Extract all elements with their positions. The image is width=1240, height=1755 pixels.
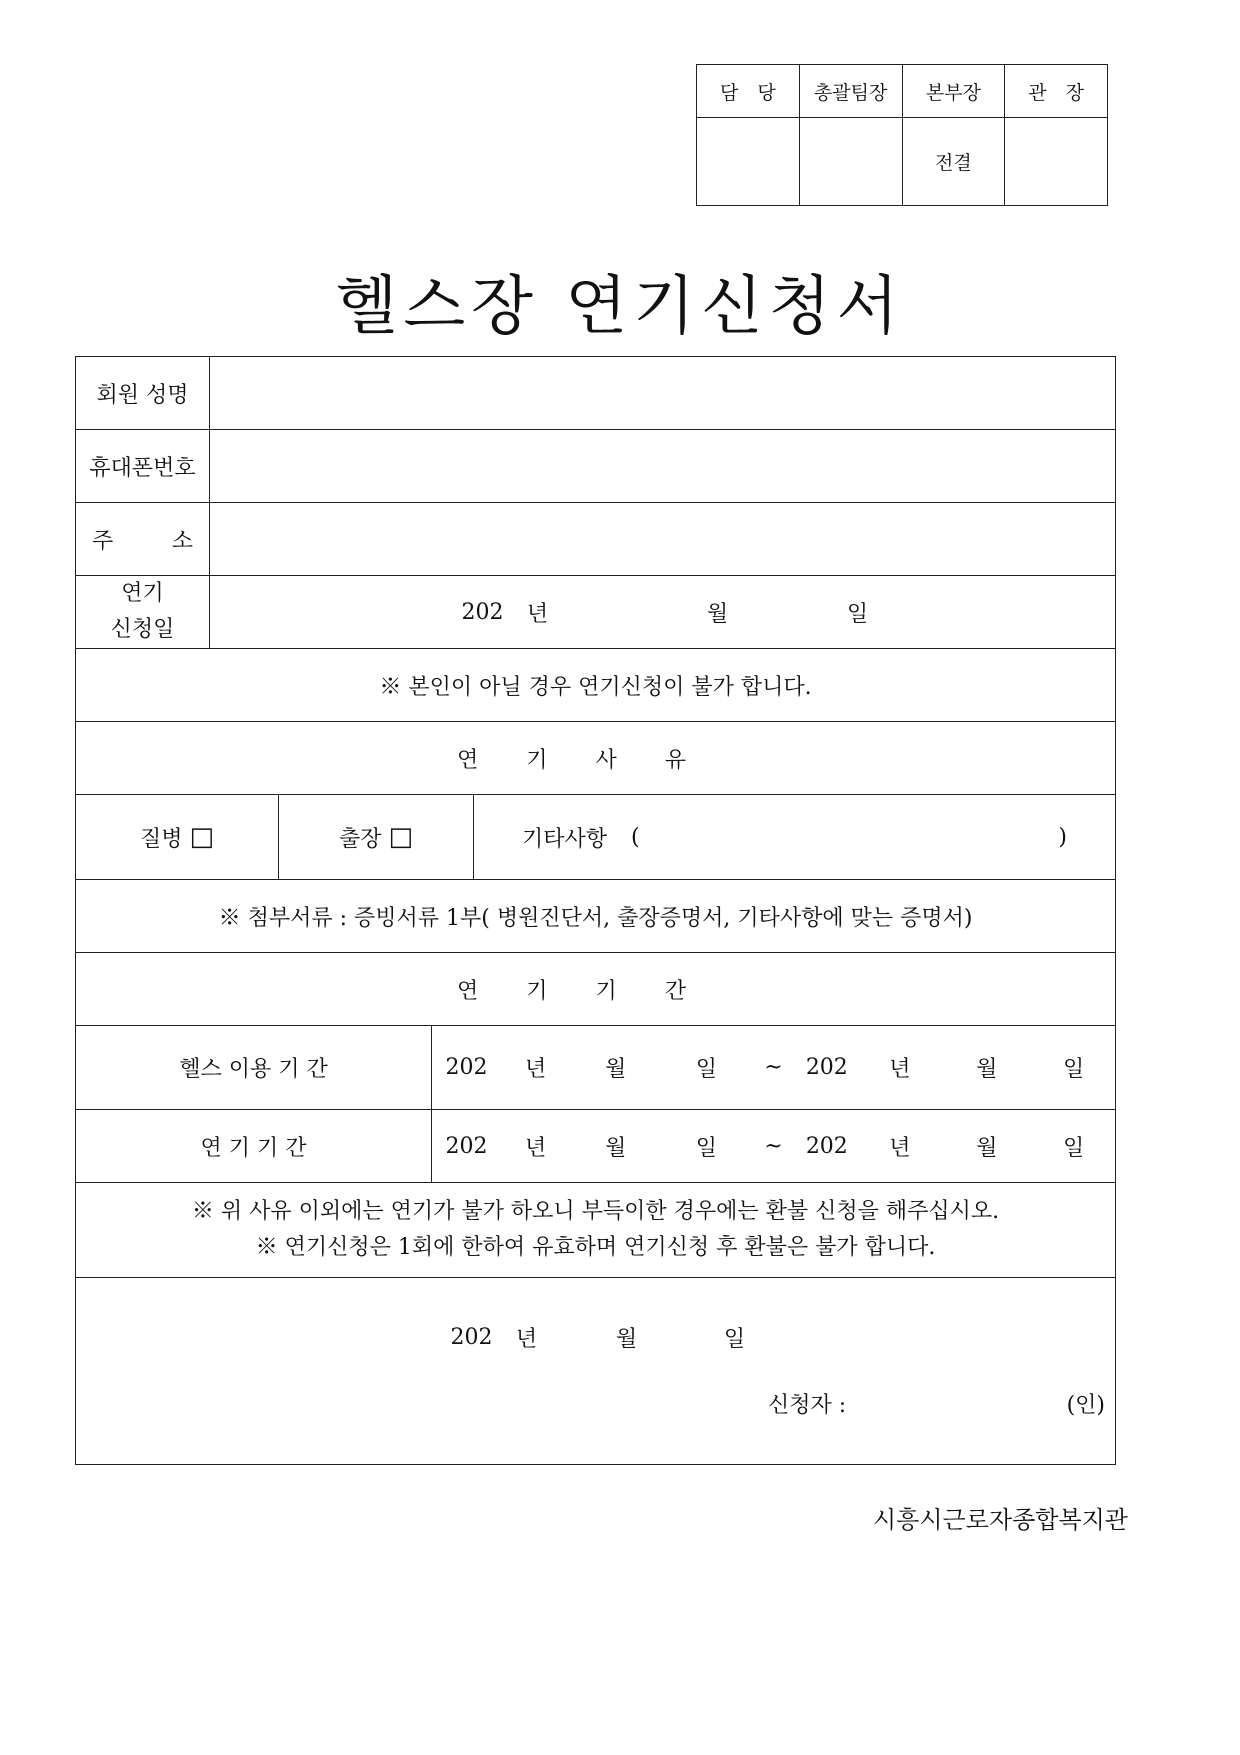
postpone-end-year-unit: 년 bbox=[889, 1135, 911, 1161]
approval-header-chief: 관 장 bbox=[1005, 65, 1108, 118]
notices bbox=[76, 1183, 1116, 1278]
reason-trip-checkbox[interactable]: □ bbox=[388, 822, 414, 852]
usage-end-month-unit: 월 bbox=[976, 1057, 998, 1082]
address-label-part2: 소 bbox=[171, 528, 193, 554]
page-title: 헬스장 연기신청서 bbox=[335, 270, 905, 344]
apply-date-field[interactable] bbox=[210, 576, 1116, 649]
seal-label: (인) bbox=[1066, 1393, 1106, 1418]
usage-end-year-unit: 년 bbox=[889, 1057, 911, 1082]
reason-other[interactable] bbox=[474, 795, 1115, 879]
reason-trip-text: 출장 bbox=[338, 826, 382, 852]
approval-header-director: 본부장 bbox=[902, 65, 1005, 118]
section-period-heading: 연기기간 bbox=[76, 953, 1116, 1026]
address-label-part1: 주 bbox=[92, 528, 114, 554]
address-field[interactable] bbox=[210, 503, 1116, 576]
member-name-label: 회원 성명 bbox=[76, 357, 210, 430]
sign-date-year: 202 bbox=[450, 1325, 493, 1350]
approval-sign-team-lead[interactable] bbox=[799, 118, 902, 206]
usage-end-day-unit: 일 bbox=[1062, 1057, 1085, 1082]
usage-end-year: 202 bbox=[805, 1055, 848, 1080]
application-form bbox=[75, 356, 1116, 1465]
usage-start-year: 202 bbox=[445, 1055, 488, 1080]
usage-start-day-unit: 일 bbox=[695, 1057, 718, 1082]
notice-once: ※ 연기신청은 1회에 한하여 유효하며 연기신청 후 환불은 불가 합니다. bbox=[255, 1235, 936, 1260]
reason-illness-checkbox[interactable]: □ bbox=[189, 822, 215, 852]
approval-header-team-lead: 총괄팀장 bbox=[799, 65, 902, 118]
postpone-end-day-unit: 일 bbox=[1062, 1135, 1085, 1161]
applicant-label: 신청자 : bbox=[768, 1393, 847, 1418]
postpone-start-year: 202 bbox=[445, 1133, 488, 1159]
reason-other-paren-close: ) bbox=[1058, 824, 1068, 850]
apply-date-year-unit: 년 bbox=[526, 601, 549, 627]
reason-other-label: 기타사항 bbox=[522, 826, 608, 852]
postpone-start-year-unit: 년 bbox=[525, 1135, 547, 1161]
usage-period-field[interactable] bbox=[432, 1026, 1116, 1110]
member-name-field[interactable] bbox=[210, 357, 1116, 430]
sign-date-year-unit: 년 bbox=[515, 1327, 538, 1352]
phone-field[interactable] bbox=[210, 430, 1116, 503]
approval-box bbox=[696, 64, 1108, 206]
section-reason-heading: 연기사유 bbox=[76, 722, 1116, 795]
approval-sign-staff[interactable] bbox=[697, 118, 800, 206]
reason-trip[interactable] bbox=[279, 795, 474, 879]
usage-start-month-unit: 월 bbox=[604, 1057, 627, 1082]
apply-date-day-unit: 일 bbox=[846, 601, 869, 627]
reason-illness-label: 질병 bbox=[139, 826, 183, 852]
reason-illness[interactable] bbox=[76, 795, 279, 879]
signature-section bbox=[76, 1278, 1116, 1465]
apply-date-month-unit: 월 bbox=[706, 601, 729, 627]
usage-period-label: 헬스 이용 기 간 bbox=[76, 1026, 432, 1110]
postpone-period-label: 연 기 기 간 bbox=[76, 1110, 432, 1183]
postpone-end-month-unit: 월 bbox=[976, 1135, 998, 1161]
approval-header-staff: 담 당 bbox=[697, 65, 800, 118]
approval-sign-chief[interactable] bbox=[1005, 118, 1108, 206]
approval-sign-director: 전결 bbox=[902, 118, 1005, 206]
notice-self-only: ※ 본인이 아닐 경우 연기신청이 불가 합니다. bbox=[76, 649, 1116, 722]
organization-name: 시흥시근로자종합복지관 bbox=[872, 1506, 1128, 1534]
usage-start-year-unit: 년 bbox=[525, 1057, 547, 1082]
reason-row bbox=[76, 795, 1116, 880]
apply-date-year: 202 bbox=[461, 599, 504, 625]
sign-date-month-unit: 월 bbox=[615, 1327, 638, 1352]
sign-date-day-unit: 일 bbox=[723, 1327, 746, 1352]
postpone-period-field[interactable] bbox=[432, 1110, 1116, 1183]
address-label bbox=[76, 503, 210, 576]
phone-label: 휴대폰번호 bbox=[76, 430, 210, 503]
apply-date-label-line2: 신청일 bbox=[110, 617, 175, 642]
reason-other-paren-open: ( bbox=[631, 824, 640, 850]
attachment-note: ※ 첨부서류 : 증빙서류 1부( 병원진단서, 출장증명서, 기타사항에 맞는 증명서) bbox=[76, 880, 1116, 953]
usage-period-tilde: ~ bbox=[764, 1055, 783, 1080]
apply-date-label-line1: 연기 bbox=[121, 581, 164, 606]
postpone-start-day-unit: 일 bbox=[695, 1135, 718, 1161]
notice-refund: ※ 위 사유 이외에는 연기가 불가 하오니 부득이한 경우에는 환불 신청을 해주십시오. bbox=[191, 1199, 1000, 1224]
apply-date-label bbox=[76, 576, 210, 649]
postpone-start-month-unit: 월 bbox=[604, 1135, 627, 1161]
postpone-end-year: 202 bbox=[805, 1133, 848, 1159]
postpone-period-tilde: ~ bbox=[764, 1133, 783, 1159]
